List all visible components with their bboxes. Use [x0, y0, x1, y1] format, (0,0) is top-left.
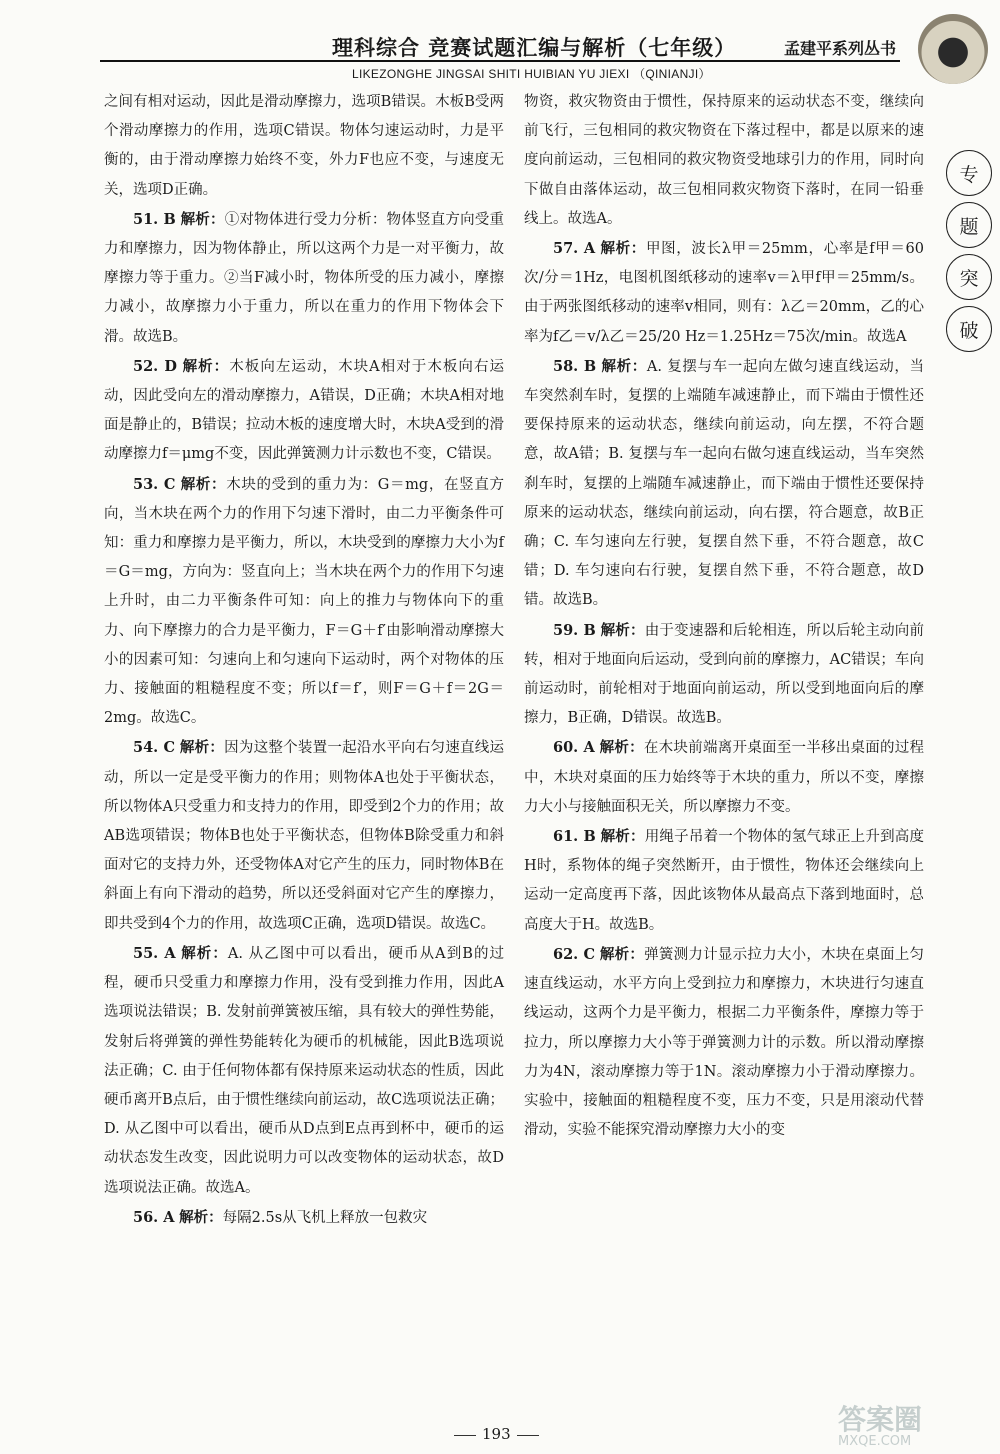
question-number: 52. D — [133, 357, 177, 375]
answer-text: 由于变速器和后轮相连，所以后轮主动向前转，相对于地面向后运动，受到向前的摩擦力，AC错误；车向前运动时，前轮相对于地面向前运动，所以受到地面向后的摩擦力，B正确，D错误。故选B。 — [524, 622, 925, 727]
question-number: 59. B — [553, 621, 596, 639]
answer-text: 用绳子吊着一个物体的氢气球正上升到高度H时，系物体的绳子突然断开，由于惯性，物体还会继续向上运动一定高度再下落，因此该物体从最高点下落到地面时，总高度大于H。故选B。 — [524, 829, 925, 933]
answer-text: 在木块前端离开桌面至一半移出桌面的过程中，木块对桌面的压力始终等于木块的重力，所以不变，摩擦力大小与接触面积无关，所以摩擦力不变。 — [524, 740, 925, 815]
answer-text: 弹簧测力计显示拉力大小，木块在桌面上匀速直线运动，水平方向上受到拉力和摩擦力，木块进行匀速直线运动，这两个力是平衡力，根据二力平衡条件，摩擦力等于拉力，所以摩擦力大小等于弹簧测力计的示数。所以滑动摩擦力为4N，滚动摩擦力等于1N。滚动摩擦力小于滑动摩擦力。实验中，接触面的粗糙程度不变，压力不变，只是用滚动代替滑动，实验不能探究滑动摩擦力大小的变 — [524, 946, 925, 1139]
analysis-label: 解析： — [601, 357, 647, 375]
analysis-label: 解析： — [600, 828, 645, 846]
answer-paragraph — [104, 470, 504, 734]
answer-text: 每隔2.5s从飞机上释放一包救灾 — [222, 1209, 428, 1226]
series-name: 孟建平系列丛书 — [784, 39, 897, 58]
left-column — [104, 88, 504, 1233]
analysis-label: 解析： — [180, 475, 227, 493]
analysis-label: 解析： — [179, 1208, 223, 1226]
answer-paragraph — [524, 234, 924, 352]
answer-text: A. 从乙图中可以看出，硬币从A到B的过程，硬币只受重力和摩擦力作用，没有受到推力作用，因此A选项说法错误；B. 发射前弹簧被压缩，具有较大的弹性势能，发射后将弹簧的弹性势能转化为硬币的机械能，因此B选项说法正确；C. 由于任何物体都有保持原来运动状态的性质，因此硬币离开B点后，由于惯性继续向前运动，故C选项说法正确；D. 从乙图中可以看出，硬币从D点到E点再到杯中，硬币的运动状态发生改变，因此说明力可以改变物体的运动状态，故D选项说法正确。故选A。 — [104, 945, 504, 1196]
answer-text: 木块的受到的重力为：G＝mg，在竖直方向，当木块在两个力的作用下匀速下滑时，由二力平衡条件可知：重力和摩擦力是平衡力，所以，木块受到的摩擦力大小为f＝G＝mg，方向为：竖直向上；当木块在两个力的作用下匀速上升时，由二力平衡条件可知：向上的推力与物体向下的重力、向下摩擦力的合力是平衡力，F＝G＋f′由影响滑动摩擦大小的因素可知：匀速向上和匀速向下运动时，两个对物体的压力、接触面的粗糙程度不变；所以f＝f′，则F＝G＋f＝2G＝2mg。故选C。 — [104, 476, 504, 727]
watermark-text: 答案圈 — [838, 1403, 923, 1436]
analysis-label: 解析： — [179, 739, 225, 757]
answer-text: 甲图，波长λ甲＝25mm，心率是f甲＝60次/分＝1Hz，电图机图纸移动的速率v＝λ甲f甲＝25mm/s。由于两张图纸移动的速率v相同，则有：λ乙＝20mm，乙的心率为f乙＝v/λ乙＝25/20 Hz＝1.25Hz＝75次/min。故选A — [524, 241, 924, 345]
question-number: 51. B — [133, 210, 176, 228]
answer-text: 因为这整个装置一起沿水平向右匀速直线运动，所以一定是受平衡力的作用；则物体A也处于平衡状态，所以物体A只受重力和支持力的作用，即受到2个力的作用；故AB选项错误；物体B也处于平衡状态，但物体B除受重力和斜面对它的支持力外，还受物体A对它产生的压力，同时物体B在斜面上有向下滑动的趋势，所以还受斜面对它产生的摩擦力，即共受到4个力的作用，故选项C正确，选项D错误。故选C。 — [104, 740, 505, 932]
series-logo-icon — [918, 14, 988, 84]
answer-paragraph — [104, 88, 504, 205]
header-rule — [100, 60, 900, 62]
answer-paragraph — [524, 616, 924, 734]
answer-paragraph — [104, 352, 504, 470]
answer-paragraph — [524, 940, 924, 1145]
side-tab-2: 题 — [946, 202, 992, 248]
page-header — [100, 28, 920, 82]
question-number: 58. B — [553, 357, 597, 375]
analysis-label: 解析： — [600, 240, 646, 258]
question-number: 53. C — [133, 475, 176, 493]
answer-paragraph — [104, 733, 504, 938]
side-tab-3: 突 — [946, 254, 992, 300]
analysis-label: 解析： — [599, 945, 645, 963]
answer-paragraph — [104, 1203, 504, 1233]
book-title: 理科综合 竞赛试题汇编与解析（七年级） — [332, 35, 737, 60]
answer-paragraph — [524, 352, 924, 616]
book-title-pinyin: LIKEZONGHE JINGSAI SHITI HUIBIAN YU JIEXI （QINIANJI） — [352, 67, 711, 81]
answer-text: 物资，救灾物资由于惯性，保持原来的运动状态不变，继续向前飞行，三包相同的救灾物资在下落过程中，都是以原来的速度向前运动，三包相同的救灾物资受地球引力的作用，同时向下做自由落体运动，故三包相同救灾物资下落时，在同一铅垂线上。故选A。 — [524, 94, 924, 227]
watermark — [838, 1398, 988, 1448]
question-number: 56. A — [133, 1208, 175, 1226]
answer-text: 木板向左运动，木块A相对于木板向右运动，因此受向左的滑动摩擦力，A错误，D正确；木块A相对地面是静止的，B错误；拉动木板的速度增大时，木块A受到的滑动摩擦力f＝μmg不变，因此弹簧测力计示数也不变，C错误。 — [104, 358, 505, 463]
answer-paragraph — [524, 733, 924, 822]
question-number: 62. C — [553, 945, 596, 963]
analysis-label: 解析： — [599, 739, 644, 757]
answer-text: 之间有相对运动，因此是滑动摩擦力，选项B错误。木板B受两个滑动摩擦力的作用，选项C错误。物体匀速运动时，力是平衡的，由于滑动摩擦力始终不变，外力F也应不变，与速度无关，选项D正确。 — [104, 94, 504, 198]
analysis-label: 解析： — [180, 210, 225, 228]
question-number: 54. C — [133, 739, 176, 757]
question-number: 61. B — [553, 828, 596, 846]
answer-paragraph — [524, 88, 924, 234]
page-number: 193 — [448, 1425, 545, 1443]
answer-paragraph — [104, 205, 504, 352]
analysis-label: 解析： — [181, 944, 228, 962]
answer-text: A. 复摆与车一起向左做匀速直线运动，当车突然刹车时，复摆的上端随车减速静止，而下端由于惯性还要保持原来的运动状态，继续向前运动，向左摆，不符合题意，故A错；B. 复摆与车一起向右做匀速直线运动，当车突然刹车时，复摆的上端随车减速静止，而下端由于惯性还要保持原来的运动状态，继续向前运动，向右摆，符合题意，故B正确；C. 车匀速向左行驶，复摆自然下垂，不符合题意，故C错；D. 车匀速向右行驶，复摆自然下垂，不符合题意，故D错。故选B。 — [524, 358, 925, 609]
analysis-label: 解析： — [600, 621, 645, 639]
answer-text: ①对物体进行受力分析：物体竖直方向受重力和摩擦力，因为物体静止，所以这两个力是一对平衡力，故摩擦力等于重力。②当F减小时，物体所受的压力减小，摩擦力减小，故摩擦力小于重力，所以在重力的作用下物体会下滑。故选B。 — [104, 211, 505, 345]
right-column — [524, 88, 924, 1145]
answer-paragraph — [524, 822, 924, 940]
question-number: 55. A — [133, 944, 176, 962]
analysis-label: 解析： — [182, 357, 230, 375]
question-number: 60. A — [553, 739, 595, 757]
side-tab-1: 专 — [946, 150, 992, 196]
side-tab-4: 破 — [946, 306, 992, 352]
answer-paragraph — [104, 939, 504, 1203]
watermark-url: MXQE.COM — [838, 1434, 912, 1449]
question-number: 57. A — [553, 240, 596, 258]
